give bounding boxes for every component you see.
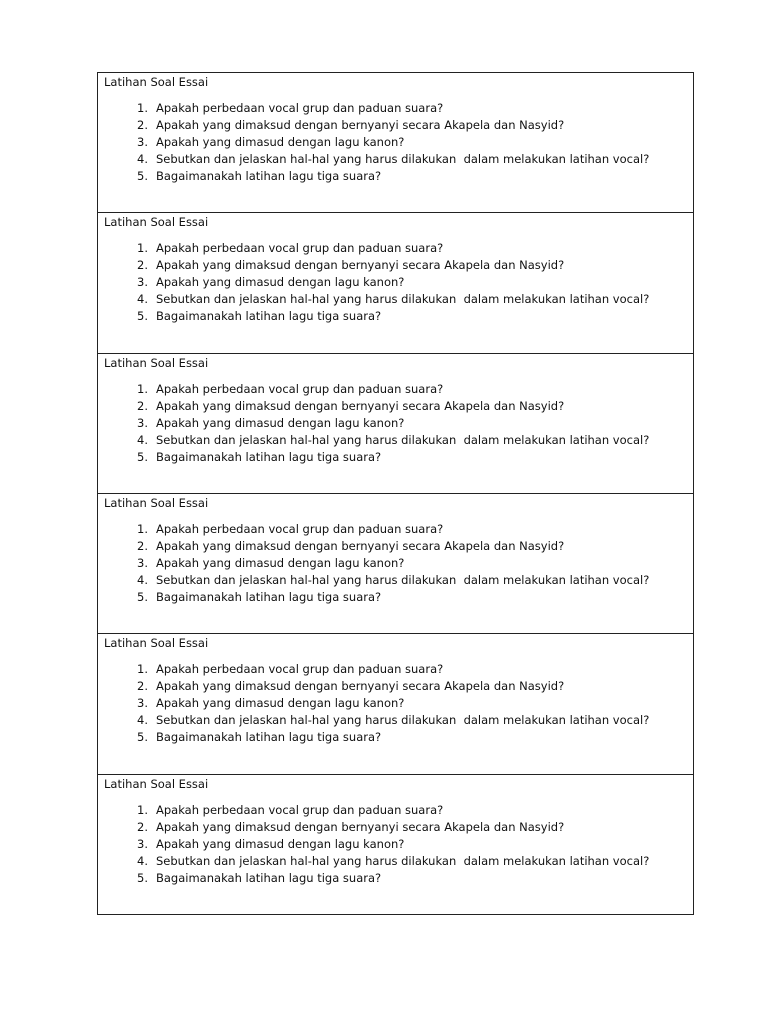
question-item (104, 661, 693, 678)
question-text: Apakah yang dimaksud dengan bernyanyi secara Akapela dan Nasyid? (156, 819, 565, 834)
question-text: Apakah yang dimasud dengan lagu kanon? (156, 696, 405, 711)
question-item (104, 240, 693, 257)
question-item (104, 151, 693, 168)
question-item (104, 678, 693, 695)
question-number: 2. (137, 118, 148, 132)
question-item (104, 117, 693, 134)
question-number: 5. (137, 449, 148, 464)
question-number: 3. (137, 696, 148, 711)
question-number: 2. (137, 398, 148, 413)
question-text: Apakah yang dimaksud dengan bernyanyi secara Akapela dan Nasyid? (156, 679, 565, 694)
card-title: Latihan Soal Essai (104, 355, 209, 370)
question-number: 1. (137, 241, 148, 256)
question-item (104, 308, 693, 325)
question-text: Bagaimanakah latihan lagu tiga suara? (156, 589, 382, 604)
question-text: Apakah yang dimasud dengan lagu kanon? (156, 135, 405, 149)
question-number: 2. (137, 538, 148, 553)
question-item (104, 853, 693, 870)
question-item (104, 538, 693, 555)
question-item (104, 589, 693, 606)
question-number: 1. (137, 521, 148, 536)
question-text: Sebutkan dan jelaskan hal-hal yang harus dilakukan dalam melakukan latihan vocal? (156, 572, 650, 587)
exercise-card (98, 634, 693, 774)
question-text: Apakah yang dimasud dengan lagu kanon? (156, 836, 405, 851)
question-item (104, 432, 693, 449)
question-number: 2. (137, 819, 148, 834)
question-text: Apakah perbedaan vocal grup dan paduan suara? (156, 521, 444, 536)
question-number: 1. (137, 802, 148, 817)
question-list (104, 100, 693, 185)
question-item (104, 802, 693, 819)
exercise-card (98, 494, 693, 634)
question-text: Bagaimanakah latihan lagu tiga suara? (156, 449, 382, 464)
question-list (104, 381, 693, 466)
question-text: Apakah perbedaan vocal grup dan paduan suara? (156, 101, 444, 115)
question-text: Apakah yang dimasud dengan lagu kanon? (156, 415, 405, 430)
question-text: Bagaimanakah latihan lagu tiga suara? (156, 870, 382, 885)
question-item (104, 291, 693, 308)
question-text: Sebutkan dan jelaskan hal-hal yang harus dilakukan dalam melakukan latihan vocal? (156, 432, 650, 447)
question-number: 3. (137, 415, 148, 430)
card-title: Latihan Soal Essai (104, 215, 209, 230)
question-text: Sebutkan dan jelaskan hal-hal yang harus dilakukan dalam melakukan latihan vocal? (156, 853, 650, 868)
question-item (104, 572, 693, 589)
question-number: 2. (137, 258, 148, 273)
question-number: 4. (137, 152, 148, 166)
question-text: Apakah yang dimasud dengan lagu kanon? (156, 555, 405, 570)
question-item (104, 449, 693, 466)
question-text: Apakah yang dimasud dengan lagu kanon? (156, 275, 405, 290)
question-number: 4. (137, 713, 148, 728)
card-title: Latihan Soal Essai (104, 776, 209, 791)
exercise-card (98, 775, 693, 914)
question-list (104, 661, 693, 746)
question-item (104, 836, 693, 853)
question-number: 5. (137, 309, 148, 324)
question-text: Bagaimanakah latihan lagu tiga suara? (156, 169, 382, 183)
question-item (104, 168, 693, 185)
question-item (104, 695, 693, 712)
question-text: Sebutkan dan jelaskan hal-hal yang harus dilakukan dalam melakukan latihan vocal? (156, 292, 650, 307)
question-number: 3. (137, 555, 148, 570)
question-number: 5. (137, 589, 148, 604)
question-number: 1. (137, 101, 148, 115)
question-number: 3. (137, 275, 148, 290)
question-item (104, 381, 693, 398)
card-title: Latihan Soal Essai (104, 636, 209, 651)
question-item (104, 712, 693, 729)
question-item (104, 257, 693, 274)
card-title: Latihan Soal Essai (104, 495, 209, 510)
question-item (104, 521, 693, 538)
question-text: Apakah yang dimaksud dengan bernyanyi secara Akapela dan Nasyid? (156, 258, 565, 273)
question-item (104, 398, 693, 415)
question-list (104, 802, 693, 887)
exercise-card (98, 354, 693, 494)
question-number: 3. (137, 135, 148, 149)
question-list (104, 521, 693, 606)
question-number: 4. (137, 853, 148, 868)
question-item (104, 134, 693, 151)
question-number: 1. (137, 381, 148, 396)
card-title: Latihan Soal Essai (104, 75, 209, 89)
question-text: Sebutkan dan jelaskan hal-hal yang harus dilakukan dalam melakukan latihan vocal? (156, 152, 650, 166)
question-item (104, 274, 693, 291)
exercise-card (98, 213, 693, 353)
worksheet-table (97, 72, 694, 915)
question-number: 5. (137, 169, 148, 183)
question-number: 3. (137, 836, 148, 851)
question-number: 5. (137, 870, 148, 885)
question-list (104, 240, 693, 325)
question-number: 4. (137, 572, 148, 587)
question-item (104, 870, 693, 887)
question-item (104, 415, 693, 432)
question-number: 4. (137, 432, 148, 447)
question-number: 5. (137, 730, 148, 745)
exercise-card (98, 73, 693, 213)
question-text: Apakah perbedaan vocal grup dan paduan suara? (156, 381, 444, 396)
question-text: Apakah perbedaan vocal grup dan paduan suara? (156, 802, 444, 817)
question-number: 4. (137, 292, 148, 307)
question-text: Apakah yang dimaksud dengan bernyanyi secara Akapela dan Nasyid? (156, 118, 565, 132)
question-item (104, 819, 693, 836)
question-number: 2. (137, 679, 148, 694)
question-item (104, 100, 693, 117)
question-text: Bagaimanakah latihan lagu tiga suara? (156, 309, 382, 324)
question-text: Apakah perbedaan vocal grup dan paduan suara? (156, 662, 444, 677)
question-text: Apakah yang dimaksud dengan bernyanyi secara Akapela dan Nasyid? (156, 398, 565, 413)
question-number: 1. (137, 662, 148, 677)
question-item (104, 729, 693, 746)
question-text: Apakah yang dimaksud dengan bernyanyi secara Akapela dan Nasyid? (156, 538, 565, 553)
question-text: Apakah perbedaan vocal grup dan paduan suara? (156, 241, 444, 256)
question-item (104, 555, 693, 572)
question-text: Sebutkan dan jelaskan hal-hal yang harus dilakukan dalam melakukan latihan vocal? (156, 713, 650, 728)
question-text: Bagaimanakah latihan lagu tiga suara? (156, 730, 382, 745)
